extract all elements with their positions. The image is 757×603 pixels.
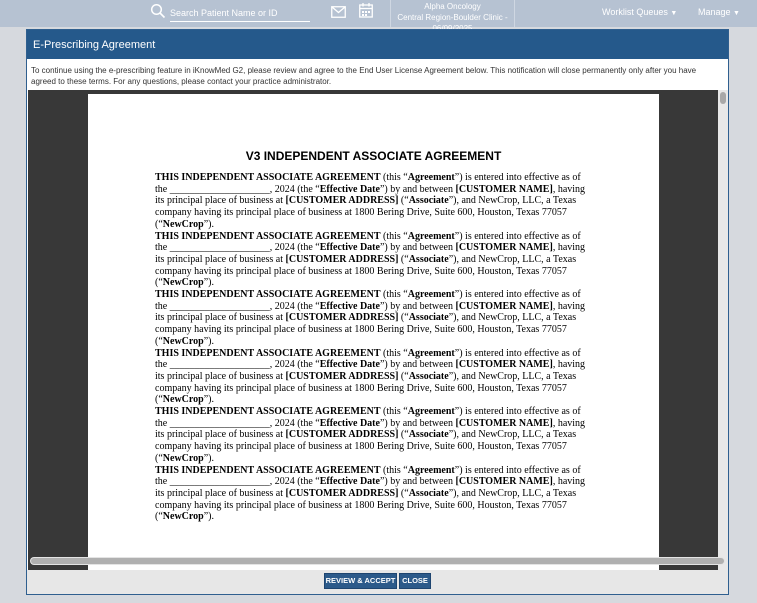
agreement-paragraph: THIS INDEPENDENT ASSOCIATE AGREEMENT (this “Agreement”) is entered into effective as of the ____________________, 2024 (the “Effective Date”) by and between [CUSTOMER NAME], having its principal place of business at [CUSTOMER ADDRESS] (“Associate”), and NewCrop, LLC, a Texas company having its principal place of business at 1800 Bering Drive, Suite 600, Houston, Texas 77057 (“NewCrop”). bbox=[155, 406, 586, 464]
clinic-location: Central Region-Boulder Clinic - bbox=[397, 13, 508, 22]
horizontal-scrollbar-thumb[interactable] bbox=[31, 558, 724, 564]
agreement-paragraph: THIS INDEPENDENT ASSOCIATE AGREEMENT (this “Agreement”) is entered into effective as of the ____________________, 2024 (the “Effective Date”) by and between [CUSTOMER NAME], having its principal place of business at [CUSTOMER ADDRESS] (“Associate”), and NewCrop, LLC, a Texas company having its principal place of business at 1800 Bering Drive, Suite 600, Houston, Texas 77057 (“NewCrop”). bbox=[155, 172, 586, 230]
vertical-scrollbar[interactable] bbox=[718, 90, 728, 584]
dialog-title: E-Prescribing Agreement bbox=[27, 30, 728, 59]
close-button[interactable]: CLOSE bbox=[399, 573, 431, 589]
manage-label: Manage bbox=[698, 7, 731, 17]
document-page bbox=[88, 94, 659, 584]
chevron-down-icon: ▼ bbox=[733, 10, 740, 17]
vertical-scrollbar-thumb[interactable] bbox=[720, 92, 726, 104]
e-prescribing-agreement-dialog bbox=[26, 29, 729, 595]
worklist-queues-label: Worklist Queues bbox=[602, 7, 668, 17]
patient-search bbox=[150, 3, 310, 24]
dialog-notice: To continue using the e-prescribing feature in iKnowMed G2, please review and agree to the End User License Agreement below. This notification will close permanently only after you have agreed to these terms. For any questions, please contact your practice administrator. bbox=[31, 66, 697, 86]
manage-menu[interactable] bbox=[698, 7, 740, 17]
calendar-icon[interactable] bbox=[359, 3, 373, 23]
agreement-paragraph: THIS INDEPENDENT ASSOCIATE AGREEMENT (this “Agreement”) is entered into effective as of the ____________________, 2024 (the “Effective Date”) by and between [CUSTOMER NAME], having its principal place of business at [CUSTOMER ADDRESS] (“Associate”), and NewCrop, LLC, a Texas company having its principal place of business at 1800 Bering Drive, Suite 600, Houston, Texas 77057 (“NewCrop”). bbox=[155, 230, 586, 289]
agreement-paragraph: THIS INDEPENDENT ASSOCIATE AGREEMENT (this “Agreement”) is entered into effective as of the ____________________, 2024 (the “Effective Date”) by and between [CUSTOMER NAME], having its principal place of business at [CUSTOMER ADDRESS] (“Associate”), and NewCrop, LLC, a Texas company having its principal place of business at 1800 Bering Drive, Suite 600, Houston, Texas 77057 (“NewCrop”). bbox=[155, 347, 586, 406]
document-body bbox=[155, 172, 595, 523]
agreement-paragraph: THIS INDEPENDENT ASSOCIATE AGREEMENT (this “Agreement”) is entered into effective as of the ____________________, 2024 (the “Effective Date”) by and between [CUSTOMER NAME], having its principal place of business at [CUSTOMER ADDRESS] (“Associate”), and NewCrop, LLC, a Texas company having its principal place of business at 1800 Bering Drive, Suite 600, Houston, Texas 77057 (“NewCrop”). bbox=[155, 289, 586, 347]
clinic-selector[interactable] bbox=[390, 0, 515, 27]
document-title: V3 INDEPENDENT ASSOCIATE AGREEMENT bbox=[245, 149, 502, 163]
search-input[interactable] bbox=[170, 6, 310, 22]
review-accept-button[interactable]: REVIEW & ACCEPT bbox=[324, 573, 397, 589]
horizontal-scrollbar[interactable] bbox=[30, 557, 725, 565]
agreement-paragraph: THIS INDEPENDENT ASSOCIATE AGREEMENT (this “Agreement”) is entered into effective as of the ____________________, 2024 (the “Effective Date”) by and between [CUSTOMER NAME], having its principal place of business at [CUSTOMER ADDRESS] (“Associate”), and NewCrop, LLC, a Texas company having its principal place of business at 1800 Bering Drive, Suite 600, Houston, Texas 77057 (“NewCrop”). bbox=[155, 464, 586, 523]
chevron-down-icon: ▼ bbox=[670, 10, 678, 17]
dialog-footer bbox=[27, 570, 728, 594]
top-app-bar bbox=[0, 0, 757, 27]
search-icon[interactable] bbox=[150, 3, 166, 24]
mail-icon[interactable] bbox=[331, 5, 346, 23]
document-viewer[interactable] bbox=[28, 90, 728, 584]
worklist-queues-menu[interactable] bbox=[602, 7, 677, 17]
clinic-name: Alpha Oncology bbox=[424, 2, 481, 11]
